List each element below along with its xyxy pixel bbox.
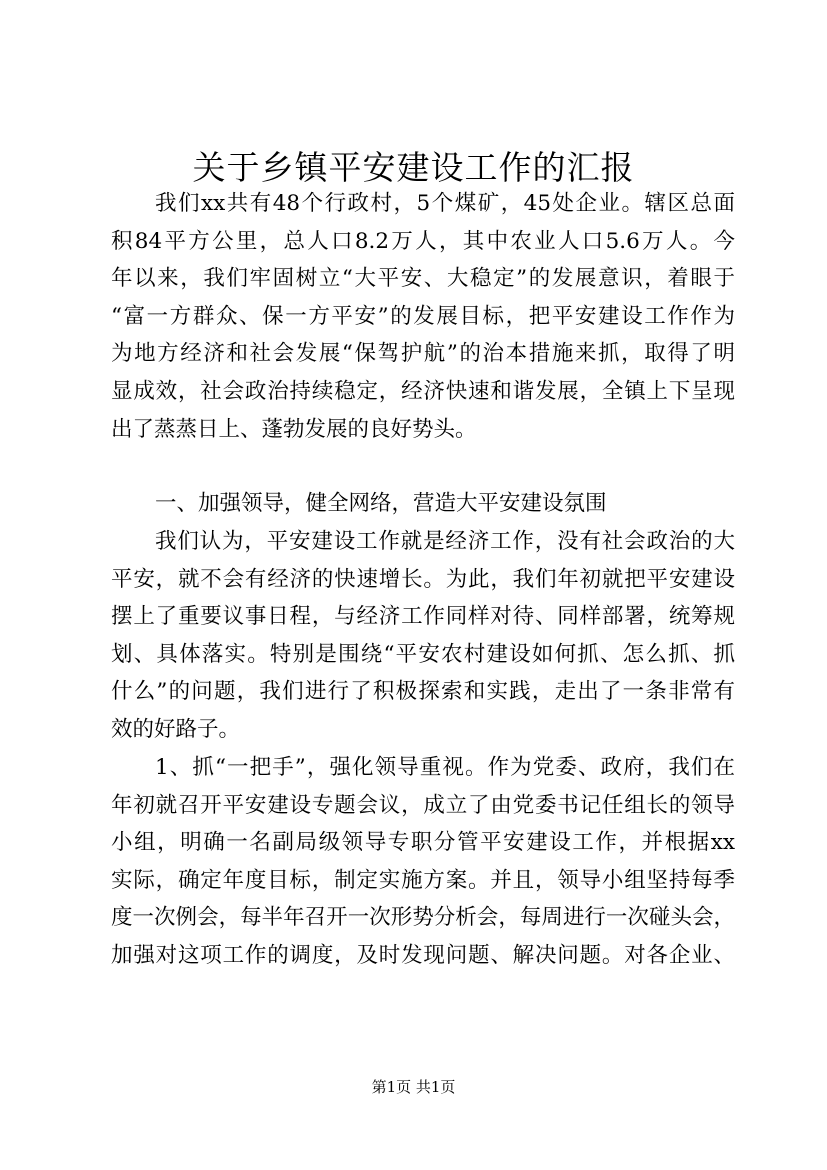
paragraph-item-one <box>111 749 735 975</box>
paragraph-section-one <box>111 523 735 749</box>
text-line: 度一次例会，每半年召开一次形势分析会，每周进行一次碰头会， <box>111 905 735 931</box>
text-line: 小组，明确一名副局级领导专职分管平安建设工作，并根据xx <box>111 830 735 856</box>
page-footer: 第1页 共1页 <box>371 1078 456 1096</box>
text-line: 积84平方公里，总人口8.2万人，其中农业人口5.6万人。今 <box>111 228 735 254</box>
text-line: 年以来，我们牢固树立“大平安、大稳定”的发展意识，着眼于 <box>111 266 735 292</box>
paragraph-intro <box>111 185 735 448</box>
text-line: 我们认为，平安建设工作就是经济工作，没有社会政治的大 <box>155 529 735 554</box>
text-line: 效的好路子。 <box>111 716 241 742</box>
text-line: 平安，就不会有经济的快速增长。为此，我们年初就把平安建设 <box>111 566 735 592</box>
text-line: 我们xx共有48个行政村，5个煤矿，45处企业。辖区总面 <box>155 191 735 216</box>
section-heading-text: 一、加强领导，健全网络，营造大平安建设氛围 <box>155 491 607 516</box>
text-line: 实际，确定年度目标，制定实施方案。并且，领导小组坚持每季 <box>111 867 735 893</box>
text-line: 什么”的问题，我们进行了积极探索和实践，走出了一条非常有 <box>111 679 735 705</box>
text-line: 为地方经济和社会发展“保驾护航”的治本措施来抓，取得了明 <box>111 341 735 367</box>
text-line: 摆上了重要议事日程，与经济工作同样对待、同样部署，统筹规 <box>111 604 735 630</box>
text-line: “富一方群众、保一方平安”的发展目标，把平安建设工作作为 <box>111 303 735 329</box>
section-heading <box>111 485 735 523</box>
document-title: 关于乡镇平安建设工作的汇报 <box>192 148 635 187</box>
text-line: 年初就召开平安建设专题会议，成立了由党委书记任组长的领导 <box>111 792 735 818</box>
text-line: 加强对这项工作的调度，及时发现问题、解决问题。对各企业、 <box>111 942 735 968</box>
text-line: 显成效，社会政治持续稳定，经济快速和谐发展，全镇上下呈现 <box>111 378 735 404</box>
text-line: 出了蒸蒸日上、蓬勃发展的良好势头。 <box>111 416 477 442</box>
text-line: 划、具体落实。特别是围绕“平安农村建设如何抓、怎么抓、抓 <box>111 641 735 667</box>
text-line: 1、抓“一把手”，强化领导重视。作为党委、政府，我们在 <box>155 755 735 780</box>
